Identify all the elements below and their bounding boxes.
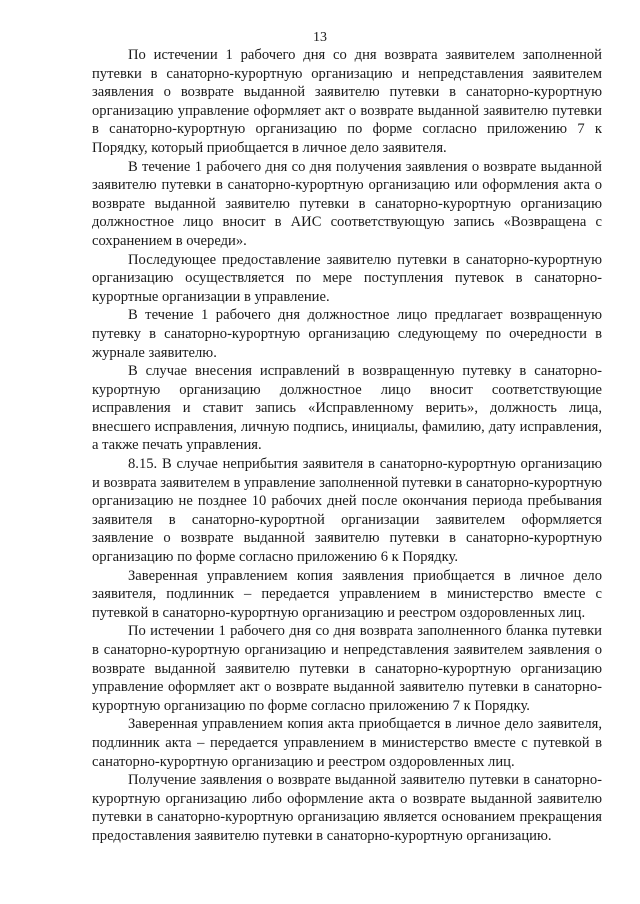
- paragraph: 8.15. В случае неприбытия заявителя в санаторно-курортную организацию и возврата заявителем в управление заполненной путевки в санаторно-курортную организацию не позднее 10 рабочих дней после окончания периода пребывания заявителя в санаторно-курортной организации заявителем оформляется заявление о возврате выданной заявителю путевки в санаторно-курортную организацию по форме согласно приложению 6 к Порядку.: [92, 456, 602, 566]
- page-number: 13: [313, 30, 327, 45]
- paragraph: В течение 1 рабочего дня со дня получения заявления о возврате выданной заявителю путевки в санаторно-курортную организацию или оформления акта о возврате выданной заявителю путевки в санаторно-курортную организацию должностное лицо вносит в АИС соответствующую запись «Возвращена с сохранением в очереди».: [92, 158, 602, 249]
- paragraph: В случае внесения исправлений в возвращенную путевку в санаторно-курортную организацию должностное лицо вносит соответствующие исправления и ставит запись «Исправленному верить», должность лица, внесшего исправления, личную подпись, инициалы, фамилию, дату исправления, а также печать управления.: [92, 363, 602, 454]
- paragraph: Последующее предоставление заявителю путевки в санаторно-курортную организацию осуществляется по мере поступления путевок в санаторно-курортные организации в управление.: [92, 251, 602, 305]
- paragraph: Получение заявления о возврате выданной заявителю путевки в санаторно-курортную организацию либо оформление акта о возврате выданной заявителю путевки в санаторно-курортную организацию является основанием прекращения предоставления заявителю путевки в санаторно-курортную организацию.: [92, 772, 602, 844]
- paragraph: Заверенная управлением копия заявления приобщается в личное дело заявителя, подлинник – передается управлением в министерство вместе с путевкой в санаторно-курортную организацию и реестром оздоровленных лиц.: [92, 567, 602, 621]
- paragraph: По истечении 1 рабочего дня со дня возврата заявителем заполненной путевки в санаторно-курортную организацию и непредставления заявителем заявления о возврате выданной заявителю путевки в санаторно-курортную организацию управление оформляет акт о возврате выданной заявителю путевки в санаторно-курортную организацию по форме согласно приложению 7 к Порядку, который приобщается в личное дело заявителя.: [92, 47, 602, 156]
- paragraph: По истечении 1 рабочего дня со дня возврата заполненного бланка путевки в санаторно-курортную организацию и непредставления заявителем заявления о возврате выданной заявителю путевки в санаторно-курортную организацию управление оформляет акт о возврате выданной заявителю путевки в санаторно-курортную организацию по форме согласно приложению 7 к Порядку.: [92, 623, 602, 714]
- document-body: [92, 46, 602, 846]
- paragraph: Заверенная управлением копия акта приобщается в личное дело заявителя, подлинник акта – передается управлением в министерство вместе с путевкой в санаторно-курортную организацию и реестром оздоровленных лиц.: [92, 716, 602, 770]
- paragraph: В течение 1 рабочего дня должностное лицо предлагает возвращенную путевку в санаторно-курортную организацию следующему по очередности в журнале заявителю.: [92, 307, 602, 361]
